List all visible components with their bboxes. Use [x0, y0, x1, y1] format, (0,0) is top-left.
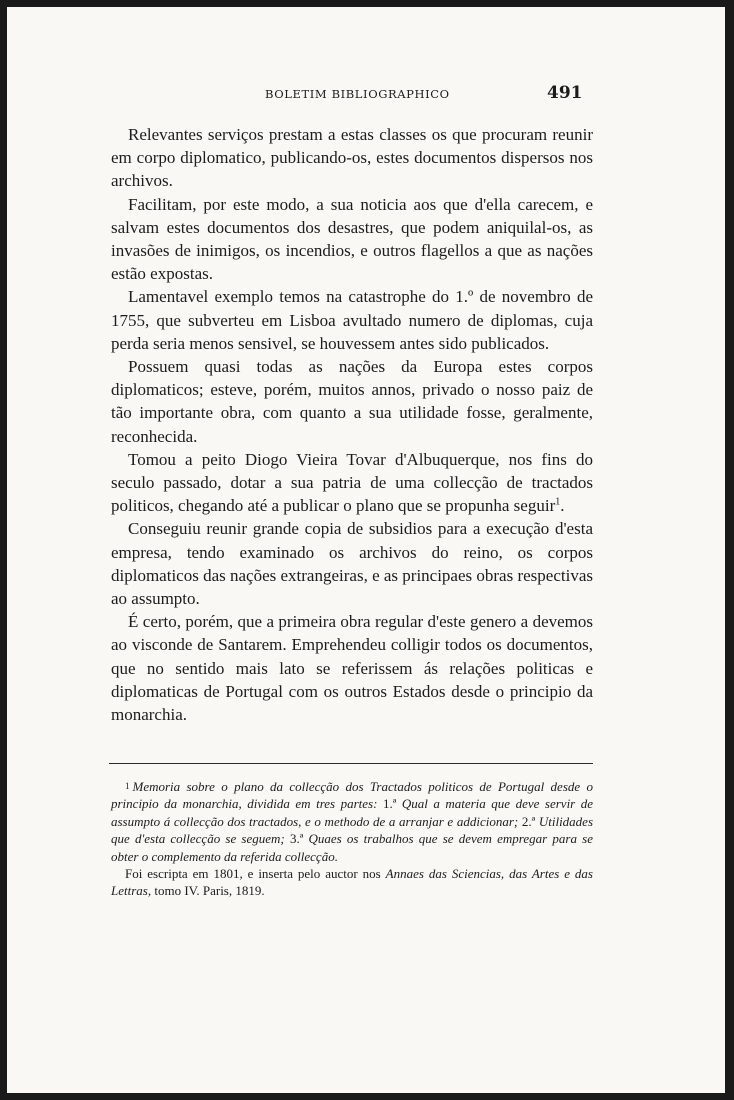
footnote-2-lead: Foi escripta em 1801, e inserta pelo auctor nos	[125, 866, 381, 882]
footnote-2	[111, 865, 593, 900]
footnotes	[111, 778, 593, 900]
footnote-1-part3: Quaes os trabalhos que se devem empregar para se obter o complemento da referida collecção.	[111, 831, 593, 864]
footnote-1-part1: Qual a materia que deve servir de assumpto á collecção dos tractados, e o methodo de a arranjar e addicionar;	[111, 796, 594, 829]
paragraph-5	[111, 448, 593, 518]
paragraph-4: Possuem quasi todas as nações da Europa estes corpos diplomaticos; esteve, porém, muitos annos, privado o nosso paiz de tão importante obra, com quanto a sua utilidade fosse, geralmente, reconhecida.	[111, 357, 593, 446]
paragraph-7: É certo, porém, que a primeira obra regular d'este genero a devemos ao visconde de Santarem. Emprehendeu colligir todos os documentos, que no sentido mais lato se referissem ás relações politicas e diplomaticas de Portugal com os outros Estados desde o principio da monarchia.	[111, 612, 593, 725]
paragraph-2: Facilitam, por este modo, a sua noticia aos que d'ella carecem, e salvam estes documentos dos desastres, que podem aniquilal-os, as invasões de inimigos, os incendios, e outros flagellos a que as nações estão expostas.	[111, 194, 593, 284]
footnote-divider	[109, 763, 593, 764]
footnote-2-journal: Annaes das Sciencias, das Artes e das Lettras,	[111, 866, 593, 899]
footnote-1-part2: Utilidades que d'esta collecção se seguem;	[111, 813, 594, 847]
footnote-marker: 1	[125, 781, 130, 791]
paragraph-3: Lamentavel exemplo temos na catastrophe do 1.º de novembro de 1755, que subverteu em Lisboa avultado numero de diplomas, cuja perda seria menos sensivel, se houvessem antes sido publicados.	[111, 287, 593, 353]
footnote-2-tail: tomo IV. Paris, 1819.	[154, 883, 265, 899]
page-number: 491	[547, 83, 583, 103]
footnote-1-part1-num: 1.ª	[382, 796, 397, 812]
body-text	[111, 123, 593, 726]
footnote-1-title: Memoria sobre o plano da collecção dos Tractados politicos de Portugal desde o principio da monarchia, dividida em tres partes:	[111, 779, 593, 812]
running-title: BOLETIM BIBLIOGRAPHICO	[265, 87, 450, 101]
paragraph-5-text: Tomou a peito Diogo Vieira Tovar d'Albuquerque, nos fins do seculo passado, dotar a sua patria de uma collecção de tractados politicos, chegando até a publicar o plano que se propunha seguir	[111, 449, 593, 516]
footnote-1-part3-num: 3.ª	[289, 831, 304, 847]
footnote-1-part2-num: 2.ª	[521, 813, 536, 829]
page-header	[7, 83, 725, 109]
book-page	[7, 7, 725, 1093]
paragraph-5-end: .	[560, 496, 565, 516]
paragraph-6: Conseguiu reunir grande copia de subsidios para a execução d'esta empresa, tendo examinado os archivos do reino, os corpos diplomaticos das nações extrangeiras, e as principaes obras respectivas ao assumpto.	[111, 519, 593, 609]
paragraph-1: Relevantes serviços prestam a estas classes os que procuram reunir em corpo diplomatico, publicando-os, estes documentos dispersos nos archivos.	[111, 125, 593, 191]
footnote-reference[interactable]: 1	[555, 496, 561, 508]
footnote-1	[111, 778, 593, 865]
